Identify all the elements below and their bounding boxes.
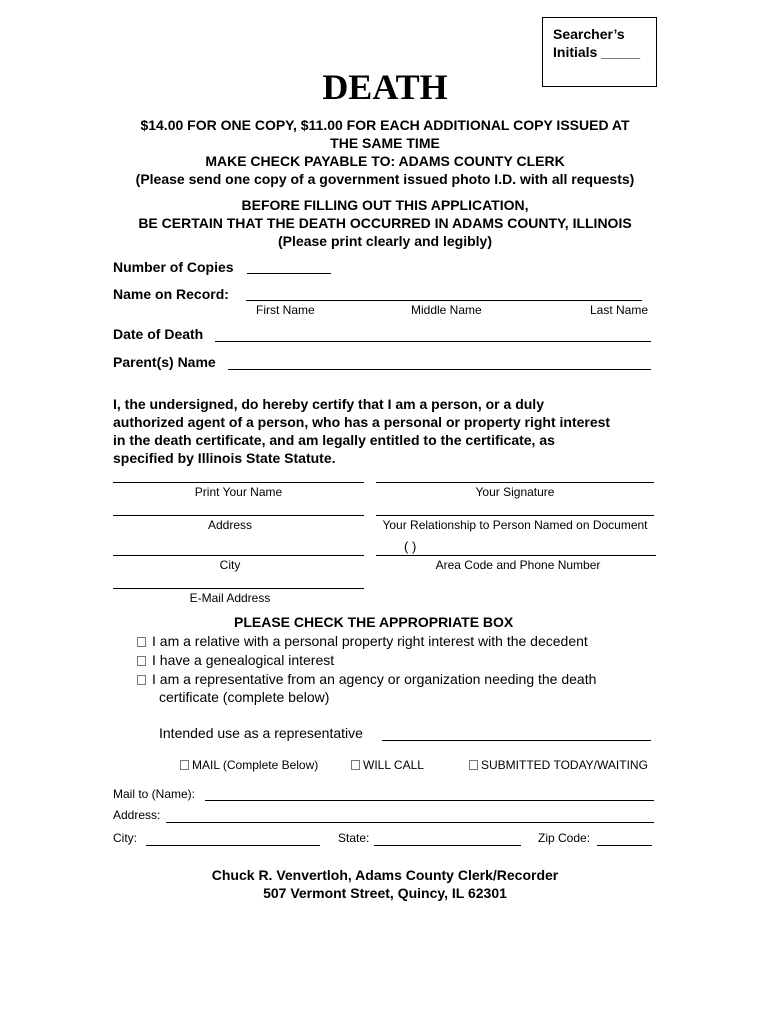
print-name-caption: Print Your Name: [194, 485, 283, 499]
name-on-record-field[interactable]: [246, 300, 642, 301]
option-relative-label: I am a relative with a personal property right interest with the decedent: [152, 633, 588, 649]
delivery-submitted: [469, 758, 648, 772]
mail-checkbox[interactable]: [180, 760, 189, 770]
searchers-label: Searcher’s: [553, 26, 625, 42]
address-field[interactable]: [113, 515, 364, 516]
fee-line-2: THE SAME TIME: [330, 135, 440, 151]
address-caption: Address: [207, 518, 253, 532]
copies-field[interactable]: [247, 273, 331, 274]
city-caption: City: [219, 558, 241, 572]
submitted-checkbox[interactable]: [469, 760, 478, 770]
signature-field[interactable]: [376, 482, 654, 483]
mail-label: MAIL (Complete Below): [192, 758, 319, 772]
email-caption: E-Mail Address: [189, 591, 271, 605]
name-on-record-label: Name on Record:: [113, 286, 229, 302]
relative-checkbox[interactable]: [137, 637, 146, 647]
delivery-mail: [180, 758, 318, 772]
certify-line-4: specified by Illinois State Statute.: [113, 450, 336, 466]
option-representative-label: I am a representative from an agency or organization needing the death: [152, 671, 597, 687]
option-relative: [137, 633, 588, 649]
clerk-address: 507 Vermont Street, Quincy, IL 62301: [263, 885, 507, 901]
representative-checkbox[interactable]: [137, 675, 146, 685]
parents-name-field[interactable]: [228, 369, 651, 370]
notice-line-2: BE CERTAIN THAT THE DEATH OCCURRED IN ADAMS COUNTY, ILLINOIS: [138, 215, 632, 231]
payable-line: MAKE CHECK PAYABLE TO: ADAMS COUNTY CLERK: [205, 153, 565, 169]
phone-area-code-parens: ( ): [404, 539, 417, 554]
date-of-death-label: Date of Death: [113, 326, 204, 342]
phone-field[interactable]: [376, 555, 656, 556]
notice-line-3: (Please print clearly and legibly): [278, 233, 492, 249]
option-representative: [137, 671, 596, 687]
intended-use-field[interactable]: [382, 740, 651, 741]
certify-line-3: in the death certificate, and am legally entitled to the certificate, as: [113, 432, 555, 448]
email-field[interactable]: [113, 588, 364, 589]
delivery-will-call: [351, 758, 424, 772]
will-call-label: WILL CALL: [363, 758, 424, 772]
mail-to-name-label: Mail to (Name):: [113, 787, 196, 801]
submitted-label: SUBMITTED TODAY/WAITING: [481, 758, 648, 772]
mail-to-name-field[interactable]: [205, 800, 654, 801]
mail-to-state-label: State:: [338, 831, 370, 845]
initials-field[interactable]: Initials _____: [553, 44, 641, 60]
notice-line-1: BEFORE FILLING OUT THIS APPLICATION,: [241, 197, 529, 213]
phone-caption: Area Code and Phone Number: [435, 558, 601, 572]
copies-label: Number of Copies: [113, 259, 234, 275]
middle-name-caption: Middle Name: [411, 303, 482, 317]
signature-caption: Your Signature: [475, 485, 555, 499]
option-genealogical: [137, 652, 334, 668]
fee-line-1: $14.00 FOR ONE COPY, $11.00 FOR EACH ADDITIONAL COPY ISSUED AT: [140, 117, 630, 133]
intended-use-label: Intended use as a representative: [159, 725, 363, 741]
id-requirement: (Please send one copy of a government issued photo I.D. with all requests): [135, 171, 635, 187]
clerk-name: Chuck R. Venvertloh, Adams County Clerk/Recorder: [211, 867, 559, 883]
mail-to-city-field[interactable]: [146, 845, 320, 846]
check-box-heading: PLEASE CHECK THE APPROPRIATE BOX: [234, 614, 514, 630]
certify-line-1: I, the undersigned, do hereby certify that I am a person, or a duly: [113, 396, 544, 412]
mail-to-state-field[interactable]: [374, 845, 521, 846]
mail-to-zip-label: Zip Code:: [538, 831, 591, 845]
genealogical-checkbox[interactable]: [137, 656, 146, 666]
print-name-field[interactable]: [113, 482, 364, 483]
option-representative-line-2: certificate (complete below): [159, 689, 330, 705]
first-name-caption: First Name: [256, 303, 315, 317]
relationship-field[interactable]: [376, 515, 654, 516]
mail-to-address-label: Address:: [113, 808, 161, 822]
mail-to-city-label: City:: [113, 831, 137, 845]
option-genealogical-label: I have a genealogical interest: [152, 652, 335, 668]
certify-line-2: authorized agent of a person, who has a personal or property right interest: [113, 414, 611, 430]
will-call-checkbox[interactable]: [351, 760, 360, 770]
form-title: DEATH: [322, 67, 448, 107]
mail-to-zip-field[interactable]: [597, 845, 652, 846]
city-field[interactable]: [113, 555, 364, 556]
relationship-caption: Your Relationship to Person Named on Document: [382, 518, 648, 532]
date-of-death-field[interactable]: [215, 341, 651, 342]
parents-name-label: Parent(s) Name: [113, 354, 216, 370]
mail-to-address-field[interactable]: [166, 822, 654, 823]
last-name-caption: Last Name: [590, 303, 649, 317]
